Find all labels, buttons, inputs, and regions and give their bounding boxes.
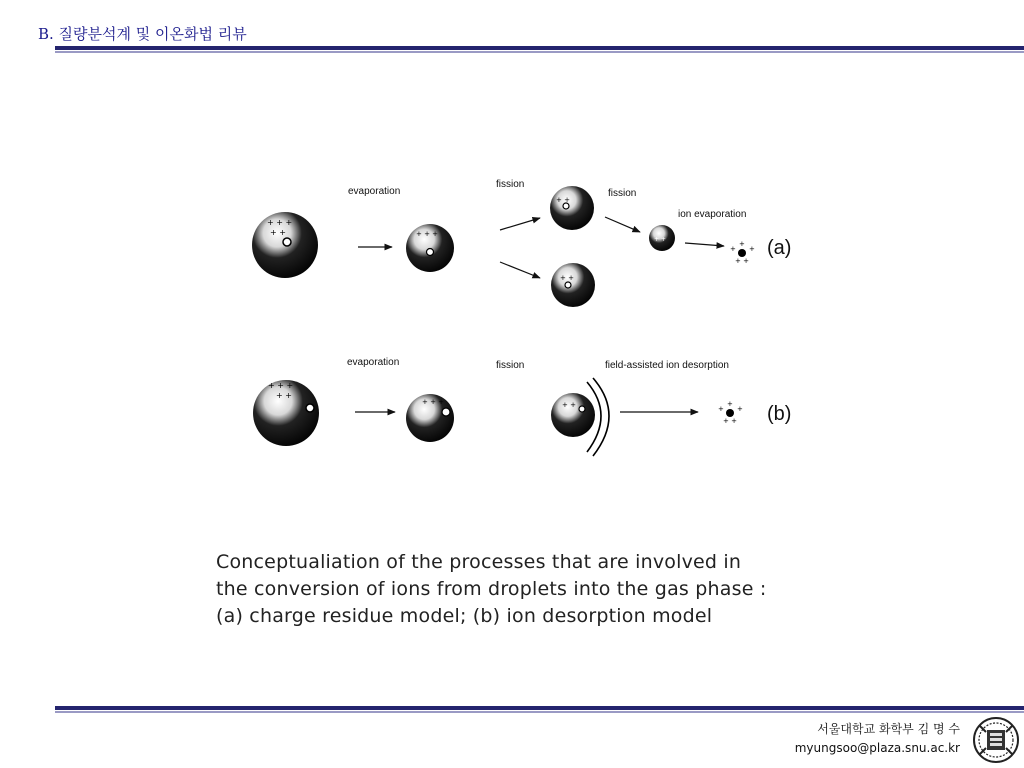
svg-text:+ + +: + + +: [268, 381, 294, 390]
arrow: [605, 217, 640, 232]
gas-phase-ion: [730, 240, 755, 265]
evaporation-label: evaporation: [348, 186, 401, 197]
svg-text:+: +: [730, 245, 736, 253]
svg-text:+: +: [718, 405, 724, 413]
university-emblem-icon: [972, 716, 1020, 764]
caption-line: the conversion of ions from droplets into the gas phase :: [216, 578, 767, 600]
fission-label: fission: [608, 188, 637, 199]
svg-text:+ + +: + + +: [422, 398, 445, 406]
row-a-tag: (a): [767, 237, 792, 259]
row-b: [253, 357, 791, 456]
caption-line: (a) charge residue model; (b) ion desorption model: [216, 605, 713, 627]
arrow: [685, 243, 724, 246]
caption-line: Conceptualiation of the processes that are involved in: [216, 551, 742, 573]
svg-text:+ +: + +: [723, 417, 737, 425]
gas-phase-ion: [718, 400, 743, 425]
fission-label: fission: [496, 360, 525, 371]
arrow: [500, 218, 540, 230]
svg-text:+ +: + +: [562, 401, 576, 409]
droplet-diagram: [230, 160, 820, 490]
svg-text:+ +: + +: [654, 236, 666, 243]
arrow: [500, 262, 540, 278]
svg-text:+: +: [749, 245, 755, 253]
svg-text:+: +: [739, 240, 745, 248]
svg-text:+ +: + +: [735, 257, 749, 265]
figure-caption: [216, 549, 836, 630]
svg-text:+ +: + +: [276, 391, 292, 400]
evaporation-label: evaporation: [347, 357, 400, 368]
ion-evaporation-label: ion evaporation: [678, 209, 747, 220]
droplet-small: [551, 263, 595, 307]
footer-email: myungsoo@plaza.snu.ac.kr: [794, 741, 960, 755]
droplet-small: [550, 186, 594, 230]
droplet-small: [551, 393, 595, 437]
row-b-tag: (b): [767, 403, 792, 425]
svg-text:+ + +: + + +: [267, 218, 293, 227]
bottom-divider: [55, 706, 1024, 713]
row-a: [252, 179, 791, 307]
svg-text:+ + +: + + +: [416, 230, 439, 238]
footer-author: 서울대학교 화학부 김 명 수: [817, 722, 960, 736]
svg-text:+ +: + +: [270, 228, 286, 237]
svg-text:+ +: + +: [560, 274, 574, 282]
svg-text:+: +: [737, 405, 743, 413]
top-divider: [55, 46, 1024, 53]
fission-label: fission: [496, 179, 525, 190]
desorption-label: field-assisted ion desorption: [605, 360, 729, 371]
footer: [795, 720, 960, 758]
svg-text:+: +: [727, 400, 733, 408]
svg-text:+ +: + +: [556, 196, 570, 204]
slide-title: B. 질량분석계 및 이온화법 리뷰: [38, 25, 247, 43]
